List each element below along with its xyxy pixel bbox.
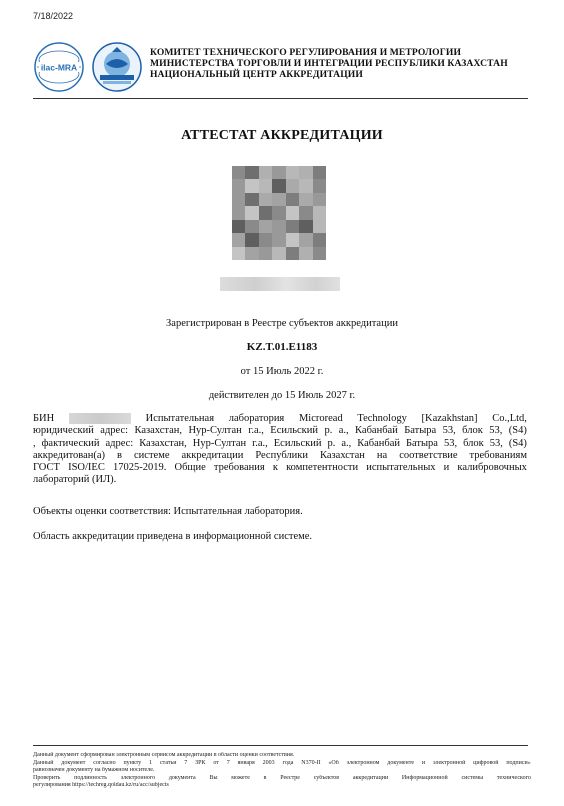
qr-cell <box>259 179 272 192</box>
qr-cell <box>259 166 272 179</box>
registration-number: KZ.T.01.E1183 <box>246 341 318 353</box>
assessment-objects: Объекты оценки соответствия: Испытательная лаборатория. <box>33 506 303 517</box>
qr-cell <box>232 179 245 192</box>
body-line: лабораторий (ИЛ). <box>33 474 117 486</box>
bin-blurred <box>69 413 131 424</box>
qr-cell <box>245 193 258 206</box>
qr-cell <box>286 166 299 179</box>
qr-cell <box>286 247 299 260</box>
body-line: БИН Испытательная лаборатория Microread Technology [Kazakhstan] Co.,Ltd, <box>33 413 527 424</box>
registered-text: Зарегистрирован в Реестре субъектов аккредитации <box>166 318 398 329</box>
qr-cell <box>259 220 272 233</box>
footer-line: равнозначен документу на бумажном носителе. <box>33 767 155 774</box>
org-line: НАЦИОНАЛЬНЫЙ ЦЕНТР АККРЕДИТАЦИИ <box>150 69 363 80</box>
qr-cell <box>286 220 299 233</box>
svg-text:ilac-MRA: ilac-MRA <box>40 62 78 73</box>
footer-divider <box>33 745 528 746</box>
qr-cell <box>313 206 326 219</box>
qr-cell <box>232 206 245 219</box>
footer-line: Данный документ сформирован электронным сервисом аккредитации в области оценки соответствия. <box>33 752 295 758</box>
qr-cell <box>259 193 272 206</box>
bin-label: БИН <box>33 413 55 424</box>
body-line: аккредитован(а) в системе аккредитации Республики Казахстан на соответствие требованиям <box>33 449 527 461</box>
qr-cell <box>299 166 312 179</box>
body-line: ГОСТ ISO/IEC 17025-2019. Общие требования к компетентности испытательных и калибровочных <box>33 462 527 474</box>
print-date: 7/18/2022 <box>33 11 74 21</box>
qr-cell <box>272 193 285 206</box>
organization-name <box>150 47 540 80</box>
footer-line: регулирования https://techreg.qoldau.kz/ru/acc/subjects <box>33 782 169 789</box>
qr-cell <box>286 193 299 206</box>
accreditation-scope: Область аккредитации приведена в информационной системе. <box>33 531 313 542</box>
qr-cell <box>313 233 326 246</box>
qr-cell <box>245 247 258 260</box>
qr-cell <box>245 206 258 219</box>
qr-cell <box>313 179 326 192</box>
issue-date: от 15 Июль 2022 г. <box>240 366 324 377</box>
qr-cell <box>232 247 245 260</box>
qr-cell <box>299 179 312 192</box>
qr-cell <box>299 247 312 260</box>
qr-cell <box>245 233 258 246</box>
qr-cell <box>272 206 285 219</box>
certificate-body <box>33 413 527 487</box>
qr-cell <box>259 233 272 246</box>
qr-cell <box>272 220 285 233</box>
qr-cell <box>272 233 285 246</box>
qr-cell <box>245 166 258 179</box>
qr-cell <box>313 166 326 179</box>
qr-cell <box>299 206 312 219</box>
qr-cell <box>299 233 312 246</box>
qr-cell <box>313 247 326 260</box>
footer-notice <box>33 752 531 790</box>
qr-cell <box>232 233 245 246</box>
qr-cell <box>272 166 285 179</box>
qr-cell <box>313 220 326 233</box>
qr-cell <box>232 166 245 179</box>
body-line: юридический адрес: Казахстан, Нур-Султан г.а., Есильский р. а., Кабанбай Батыра 53, блок 53, (S4) <box>33 425 527 437</box>
qr-cell <box>299 220 312 233</box>
national-accreditation-center-logo <box>92 42 142 92</box>
qr-cell <box>259 247 272 260</box>
qr-cell <box>272 247 285 260</box>
org-line: МИНИСТЕРСТВА ТОРГОВЛИ И ИНТЕГРАЦИИ РЕСПУБЛИКИ КАЗАХСТАН <box>150 58 508 69</box>
qr-cell <box>286 233 299 246</box>
qr-cell <box>286 206 299 219</box>
certificate-title: АТТЕСТАТ АККРЕДИТАЦИИ <box>181 128 383 143</box>
header-divider <box>33 98 528 99</box>
qr-cell <box>232 193 245 206</box>
qr-cell <box>313 193 326 206</box>
org-line: КОМИТЕТ ТЕХНИЧЕСКОГО РЕГУЛИРОВАНИЯ И МЕТРОЛОГИИ <box>150 47 462 58</box>
footer-line: Данный документ согласно пункту 1 статьи 7 ЗРК от 7 января 2003 года N370-II «Об электронном документе и электронной цифровой подписи» <box>33 759 531 766</box>
qr-code-blurred <box>232 166 326 260</box>
qr-cell <box>232 220 245 233</box>
qr-cell <box>299 193 312 206</box>
ilac-mra-logo <box>34 42 84 92</box>
body-line: , фактический адрес: Казахстан, Нур-Султан г.а., Есильский р. а., Кабанбай Батыра 53, блок 53, (S4) <box>33 437 527 449</box>
qr-cell <box>286 179 299 192</box>
footer-line: Проверить подлинность электронного документа Вы можете в Реестре субъектов аккредитации Информационной системы технического <box>33 774 531 781</box>
blurred-text <box>220 277 340 291</box>
qr-cell <box>272 179 285 192</box>
qr-cell <box>245 179 258 192</box>
valid-until: действителен до 15 Июль 2027 г. <box>208 390 356 401</box>
qr-cell <box>245 220 258 233</box>
qr-cell <box>259 206 272 219</box>
